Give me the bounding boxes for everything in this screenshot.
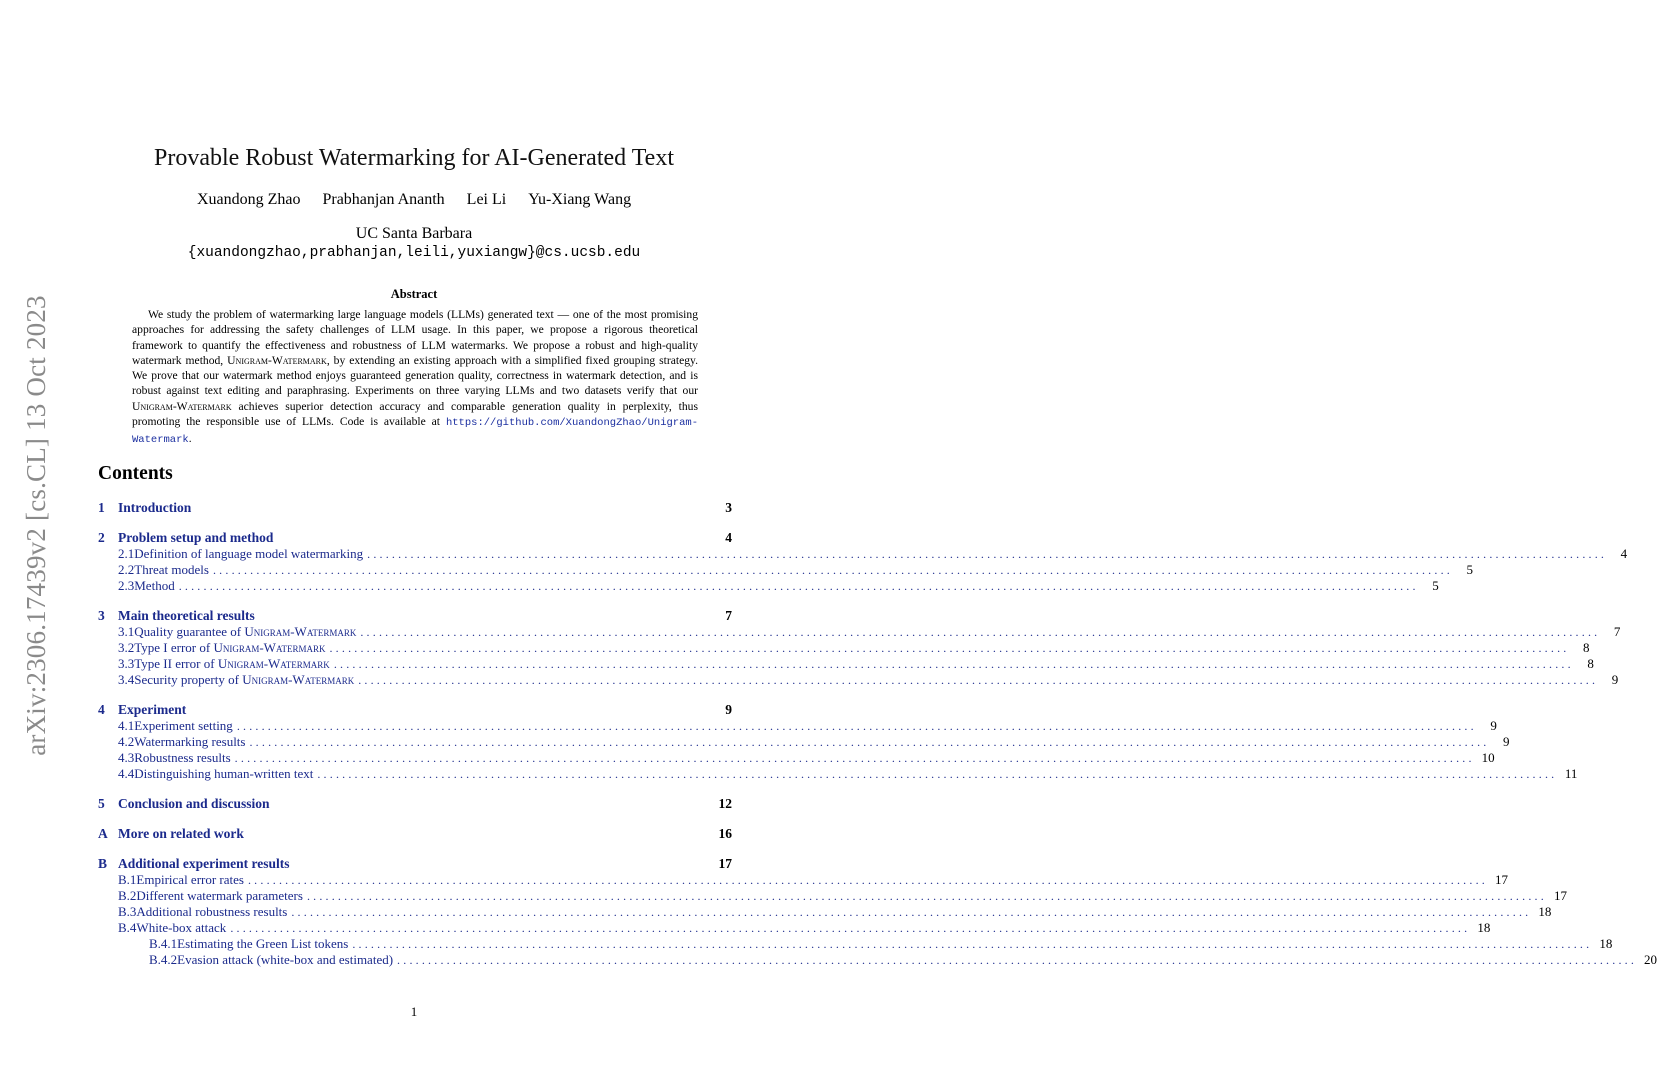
abstract-heading: Abstract: [390, 287, 438, 301]
toc-entry[interactable]: [98, 546, 1628, 562]
toc-entry-number: B.1: [118, 872, 137, 887]
toc-entry[interactable]: [98, 796, 732, 812]
toc-entry-number: 4.1: [118, 718, 135, 733]
toc-leader-dots: ........................................................................................................................................................................................................: [360, 625, 1601, 639]
toc-entry-page: 4: [725, 530, 732, 545]
toc-entry-label: [134, 578, 174, 594]
toc-entry-label-text: Definition of language model watermarking: [134, 546, 364, 561]
toc-entry-label-text: Watermarking results: [134, 734, 246, 749]
toc-entry-number: 3: [98, 608, 105, 623]
toc-entry-number: 1: [98, 500, 105, 515]
toc-entry-label: [134, 624, 356, 640]
toc-entry-label: [136, 888, 303, 904]
method-name: Unigram-Watermark: [213, 640, 326, 655]
toc-entry-label-text: More on related work: [118, 826, 244, 841]
toc-entry[interactable]: [98, 936, 1613, 952]
toc-entry-label-text: Type I error of: [134, 640, 214, 655]
toc-leader-dots: ........................................................................................................................................................................................................: [212, 563, 1453, 577]
toc-entry-label: [118, 826, 244, 842]
toc-entry-label: [136, 904, 287, 920]
author-name: Yu-Xiang Wang: [528, 191, 632, 208]
toc-entry-number: 3.2: [118, 640, 135, 655]
toc-entry-number: 4.2: [118, 734, 135, 749]
toc-entry-label-text: Evasion attack (white-box and estimated): [177, 952, 394, 967]
arxiv-identifier-text: arXiv:2306.17439v2 [cs.CL] 13 Oct 2023: [20, 294, 51, 756]
abstract-text: , by extending an existing approach with a simplified fixed grouping strategy. We prove that our watermark method enjoys guaranteed generation quality, correctness in watermark detection, and is robust against text editing and paraphrasing. Experiments on three varying LLMs and two datasets verify that our: [132, 353, 698, 398]
toc-leader-dots: ........................................................................................................................................................................................................: [247, 873, 1488, 887]
toc-entry-label-text: White-box attack: [136, 920, 227, 935]
toc-entry-page: 16: [718, 826, 732, 841]
toc-entry-number: 2.1: [118, 546, 135, 561]
toc-entry-label-text: Experiment setting: [134, 718, 233, 733]
abstract-text: We study the problem of watermarking large language models (LLMs) generated text — one of the most promising approaches for addressing the safety challenges of LLM usage. In this paper, we propose a rigorous theoretical framework to quantify the effectiveness and robustness of LLM watermarks. We propose a robust and high-quality watermark method,: [132, 308, 698, 367]
toc-entry-label: [134, 656, 330, 672]
toc-leader-dots: ........................................................................................................................................................................................................: [306, 889, 1547, 903]
toc-entry-number: B.2: [118, 888, 137, 903]
toc-entry-page: 17: [718, 856, 732, 871]
code-link[interactable]: https://github.com/XuandongZhao/Unigram-Watermark: [132, 417, 698, 447]
toc-entry-number: 3.3: [118, 656, 135, 671]
paper-title: Provable Robust Watermarking for AI-Generated Text: [153, 145, 675, 171]
toc-leader-dots: ........................................................................................................................................................................................................: [249, 735, 1490, 749]
toc-leader-dots: ........................................................................................................................................................................................................: [230, 921, 1471, 935]
toc-entry-label-text: Type II error of: [134, 656, 218, 671]
toc-entry-label-text: Additional experiment results: [118, 856, 290, 871]
toc-entry-label-text: Conclusion and discussion: [118, 796, 270, 811]
toc-entry-number: 4: [98, 702, 105, 717]
toc-entry-label-text: Quality guarantee of: [134, 624, 245, 639]
toc-entry[interactable]: [98, 500, 732, 516]
toc-entry-label-text: Estimating the Green List tokens: [177, 936, 349, 951]
toc-entry-label-text: Main theoretical results: [118, 608, 255, 623]
toc-entry-number: 5: [98, 796, 105, 811]
toc-entry-page: 5: [1466, 562, 1473, 577]
abstract-body: [132, 307, 698, 449]
toc-entry-number: A: [98, 826, 108, 841]
toc-entry-number: 2.3: [118, 578, 135, 593]
toc-entry-label: [136, 920, 226, 936]
toc-entry-number: 4.4: [118, 766, 135, 781]
toc-entry[interactable]: [98, 562, 1473, 578]
toc-entry-label-text: Different watermark parameters: [136, 888, 303, 903]
toc-leader-dots: ........................................................................................................................................................................................................: [358, 673, 1599, 687]
toc-entry-page: 18: [1538, 904, 1552, 919]
toc-entry-page: 18: [1477, 920, 1491, 935]
toc-entry-page: 10: [1481, 750, 1495, 765]
toc-entry[interactable]: [98, 530, 732, 546]
toc-leader-dots: ........................................................................................................................................................................................................: [329, 641, 1570, 655]
author-name: Prabhanjan Ananth: [322, 191, 445, 208]
toc-entry-label: [118, 702, 186, 718]
toc-entry[interactable]: [98, 826, 732, 842]
method-name: Unigram-Watermark: [242, 672, 355, 687]
toc-entry-label-text: Distinguishing human-written text: [134, 766, 314, 781]
toc-entry-label: [177, 952, 393, 968]
toc-entry-number: 4.3: [118, 750, 135, 765]
toc-entry-page: 7: [1613, 624, 1621, 639]
toc-entry[interactable]: [98, 578, 1439, 594]
toc-leader-dots: ........................................................................................................................................................................................................: [178, 579, 1419, 593]
toc-entry-page: 18: [1599, 936, 1613, 951]
toc-entry-label: [134, 640, 325, 656]
toc-entry-page: 11: [1564, 766, 1578, 781]
method-name: Unigram-Watermark: [244, 624, 357, 639]
author-name: Lei Li: [466, 191, 507, 208]
toc-entry-page: 8: [1582, 640, 1590, 655]
author-list: [0, 191, 828, 209]
toc-entry[interactable]: [98, 640, 1590, 656]
toc-leader-dots: ........................................................................................................................................................................................................: [352, 937, 1593, 951]
toc-entry[interactable]: [98, 920, 1491, 936]
toc-entry-page: 9: [1502, 734, 1510, 749]
toc-entry-page: 20: [1644, 952, 1657, 967]
toc-entry-number: 3.4: [118, 672, 135, 687]
toc-entry[interactable]: [98, 718, 1497, 734]
toc-leader-dots: ........................................................................................................................................................................................................: [317, 767, 1558, 781]
toc-leader-dots: ........................................................................................................................................................................................................: [397, 953, 1638, 967]
toc-entry-number: 3.1: [118, 624, 135, 639]
toc-leader-dots: ........................................................................................................................................................................................................: [236, 719, 1477, 733]
toc-entry-label-text: Security property of: [134, 672, 243, 687]
toc-entry-page: 8: [1587, 656, 1594, 671]
toc-entry-page: 7: [725, 608, 732, 623]
toc-entry[interactable]: [98, 608, 732, 624]
toc-entry-label: [118, 530, 273, 546]
toc-entry-label: [118, 856, 290, 872]
toc-entry-label: [136, 872, 244, 888]
toc-entry-page: 3: [725, 500, 732, 515]
author-emails: {xuandongzhao,prabhanjan,leili,yuxiangw}@cs.ucsb.edu: [187, 245, 641, 261]
toc-entry-label-text: Introduction: [118, 500, 192, 515]
toc-entry[interactable]: [98, 624, 1621, 640]
arxiv-identifier: [14, 290, 58, 760]
toc-entry-label: [134, 562, 209, 578]
toc-entry-page: 17: [1494, 872, 1508, 887]
toc-entry-label: [134, 546, 363, 562]
toc-entry-label: [134, 766, 313, 782]
toc-entry-label: [118, 796, 270, 812]
author-name: Xuandong Zhao: [196, 191, 301, 208]
method-name: Unigram-Watermark: [132, 399, 232, 413]
toc-entry-number: B.4.1: [149, 936, 178, 951]
toc-entry-label-text: Threat models: [134, 562, 209, 577]
toc-entry[interactable]: [98, 672, 1619, 688]
toc-entry-number: B.4: [118, 920, 137, 935]
toc-leader-dots: ........................................................................................................................................................................................................: [291, 905, 1532, 919]
toc-entry-label: [118, 500, 191, 516]
method-name: Unigram-Watermark: [227, 353, 327, 367]
toc-entry-label: [177, 936, 348, 952]
toc-entry-page: 4: [1620, 546, 1628, 561]
page-number: 1: [410, 1004, 418, 1019]
toc-entry-number: B.4.2: [149, 952, 178, 967]
toc-entry[interactable]: [98, 734, 1510, 750]
toc-leader-dots: ........................................................................................................................................................................................................: [333, 657, 1574, 671]
toc-entry-number: B: [98, 856, 108, 871]
toc-entry-label: [134, 734, 245, 750]
toc-entry-page: 9: [725, 702, 732, 717]
toc-entry-label-text: Additional robustness results: [136, 904, 288, 919]
toc-entry-page: 5: [1432, 578, 1439, 593]
method-name: Unigram-Watermark: [217, 656, 330, 671]
toc-entry-label: [134, 718, 233, 734]
toc-entry-number: 2.2: [118, 562, 135, 577]
toc-entry-label-text: Method: [134, 578, 175, 593]
affiliation: UC Santa Barbara: [355, 225, 473, 242]
toc-entry-page: 12: [718, 796, 732, 811]
toc-entry[interactable]: [98, 750, 1495, 766]
toc-entry-page: 9: [1490, 718, 1497, 733]
toc-entry-label-text: Empirical error rates: [136, 872, 244, 887]
toc-entry-page: 9: [1611, 672, 1619, 687]
abstract-text: achieves superior detection accuracy and comparable generation quality in perplexity, thus promoting the responsible use of LLMs. Code is available at: [132, 399, 698, 429]
toc-entry-label-text: Robustness results: [134, 750, 231, 765]
toc-entry-label: [134, 750, 230, 766]
toc-entry[interactable]: [98, 904, 1552, 920]
toc-entry[interactable]: [98, 766, 1578, 782]
toc-entry[interactable]: [98, 856, 732, 872]
toc-entry[interactable]: [98, 952, 1657, 968]
toc-entry[interactable]: [98, 702, 732, 718]
contents-heading: Contents: [98, 463, 173, 484]
abstract-end: .: [188, 432, 192, 446]
toc-entry-label-text: Problem setup and method: [118, 530, 274, 545]
toc-entry[interactable]: [98, 888, 1567, 904]
toc-leader-dots: ........................................................................................................................................................................................................: [367, 547, 1608, 561]
toc-entry-number: B.3: [118, 904, 137, 919]
toc-entry[interactable]: [98, 656, 1594, 672]
toc-entry-number: 2: [98, 530, 105, 545]
toc-entry-page: 17: [1553, 888, 1567, 903]
toc-leader-dots: ........................................................................................................................................................................................................: [234, 751, 1475, 765]
toc-entry-label-text: Experiment: [118, 702, 187, 717]
toc-entry[interactable]: [98, 872, 1508, 888]
toc-entry-label: [118, 608, 255, 624]
toc-entry-label: [134, 672, 354, 688]
